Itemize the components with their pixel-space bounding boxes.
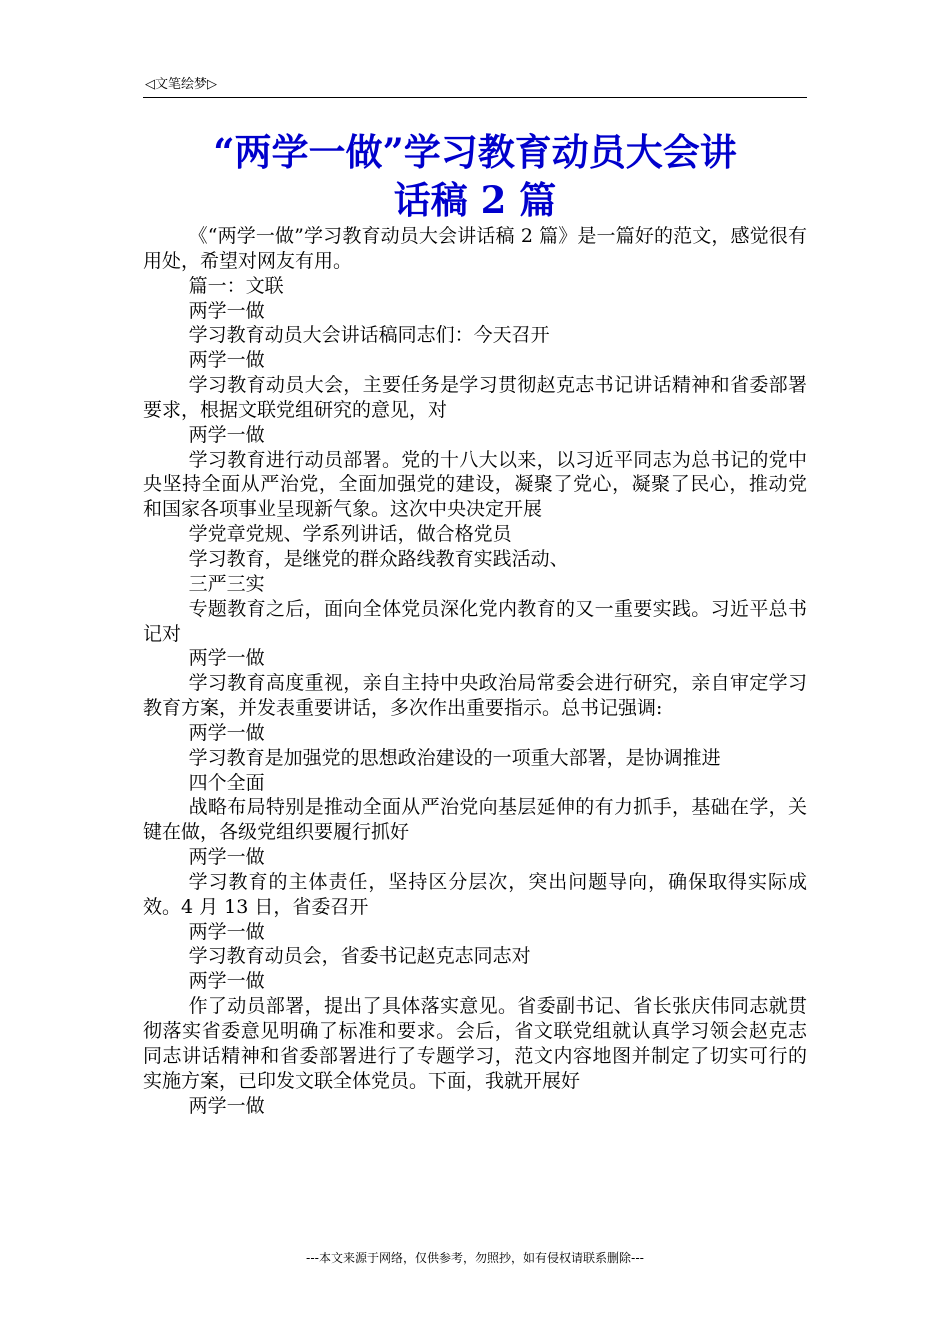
body-paragraph: 两学一做 [188,299,265,322]
body-paragraph: 两学一做 [188,647,265,670]
body-paragraph: 学习教育动员大会，主要任务是学习贯彻赵克志书记讲话精神和省委部署要求，根据文联党组研究的意见，对 [143,374,807,421]
title-line-2: 话稿 2 篇 [393,178,557,222]
body-paragraph: 两学一做 [188,423,265,446]
body-paragraph: 学党章党规、学系列讲话，做合格党员 [188,523,512,546]
body-paragraph: 作了动员部署，提出了具体落实意见。省委副书记、省长张庆伟同志就贯彻落实省委意见明确了标准和要求。会后，省文联党组就认真学习领会赵克志同志讲话精神和省委部署进行了专题学习，范文内容地图并制定了切实可行的实施方案，已印发文联全体党员。下面，我就开展好 [143,995,807,1092]
body-paragraph: 两学一做 [188,1094,265,1117]
body-paragraph: 四个全面 [188,771,265,794]
body-paragraph: 两学一做 [188,721,265,744]
body-paragraph: 学习教育动员会，省委书记赵克志同志对 [188,945,531,968]
page-footer: ---本文来源于网络，仅供参考，勿照抄，如有侵权请联系删除--- [306,1251,644,1265]
body-paragraph: 学习教育进行动员部署。党的十八大以来，以习近平同志为总书记的党中央坚持全面从严治党，全面加强党的建设，凝聚了党心，凝聚了民心，推动党和国家各项事业呈现新气象。这次中央决定开展 [143,448,807,521]
body-paragraph: 两学一做 [188,846,265,869]
body-paragraph: 三严三实 [188,572,265,595]
body-paragraph: 两学一做 [188,970,265,993]
body-paragraph: 专题教育之后，面向全体党员深化党内教育的又一重要实践。习近平总书记对 [143,597,807,645]
document-body [143,224,807,1118]
body-paragraph: 学习教育是加强党的思想政治建设的一项重大部署，是协调推进 [188,746,721,769]
body-paragraph: 《“两学一做”学习教育动员大会讲话稿 2 篇》是一篇好的范文，感觉很有用处，希望对网友有用。 [143,225,807,272]
body-paragraph: 战略布局特别是推动全面从严治党向基层延伸的有力抓手，基础在学，关键在做，各级党组织要履行抓好 [143,796,807,844]
body-paragraph: 两学一做 [188,920,265,943]
title-line-1: “两学一做”学习教育动员大会讲 [213,130,737,174]
body-paragraph: 篇一：文联 [188,274,284,297]
body-paragraph: 学习教育高度重视，亲自主持中央政治局常委会进行研究，亲自审定学习教育方案，并发表重要讲话，多次作出重要指示。总书记强调: [143,672,807,720]
body-paragraph: 学习教育，是继党的群众路线教育实践活动、 [188,547,569,570]
body-paragraph: 学习教育动员大会讲话稿同志们：今天召开 [188,324,550,347]
header-divider [143,97,807,98]
body-paragraph: 学习教育的主体责任，坚持区分层次，突出问题导向，确保取得实际成效。4 月 13 日，省委召开 [143,870,807,918]
document-title [143,128,807,224]
body-paragraph: 两学一做 [188,349,265,372]
page-header: ◁文笔绘梦▷ [145,77,217,92]
